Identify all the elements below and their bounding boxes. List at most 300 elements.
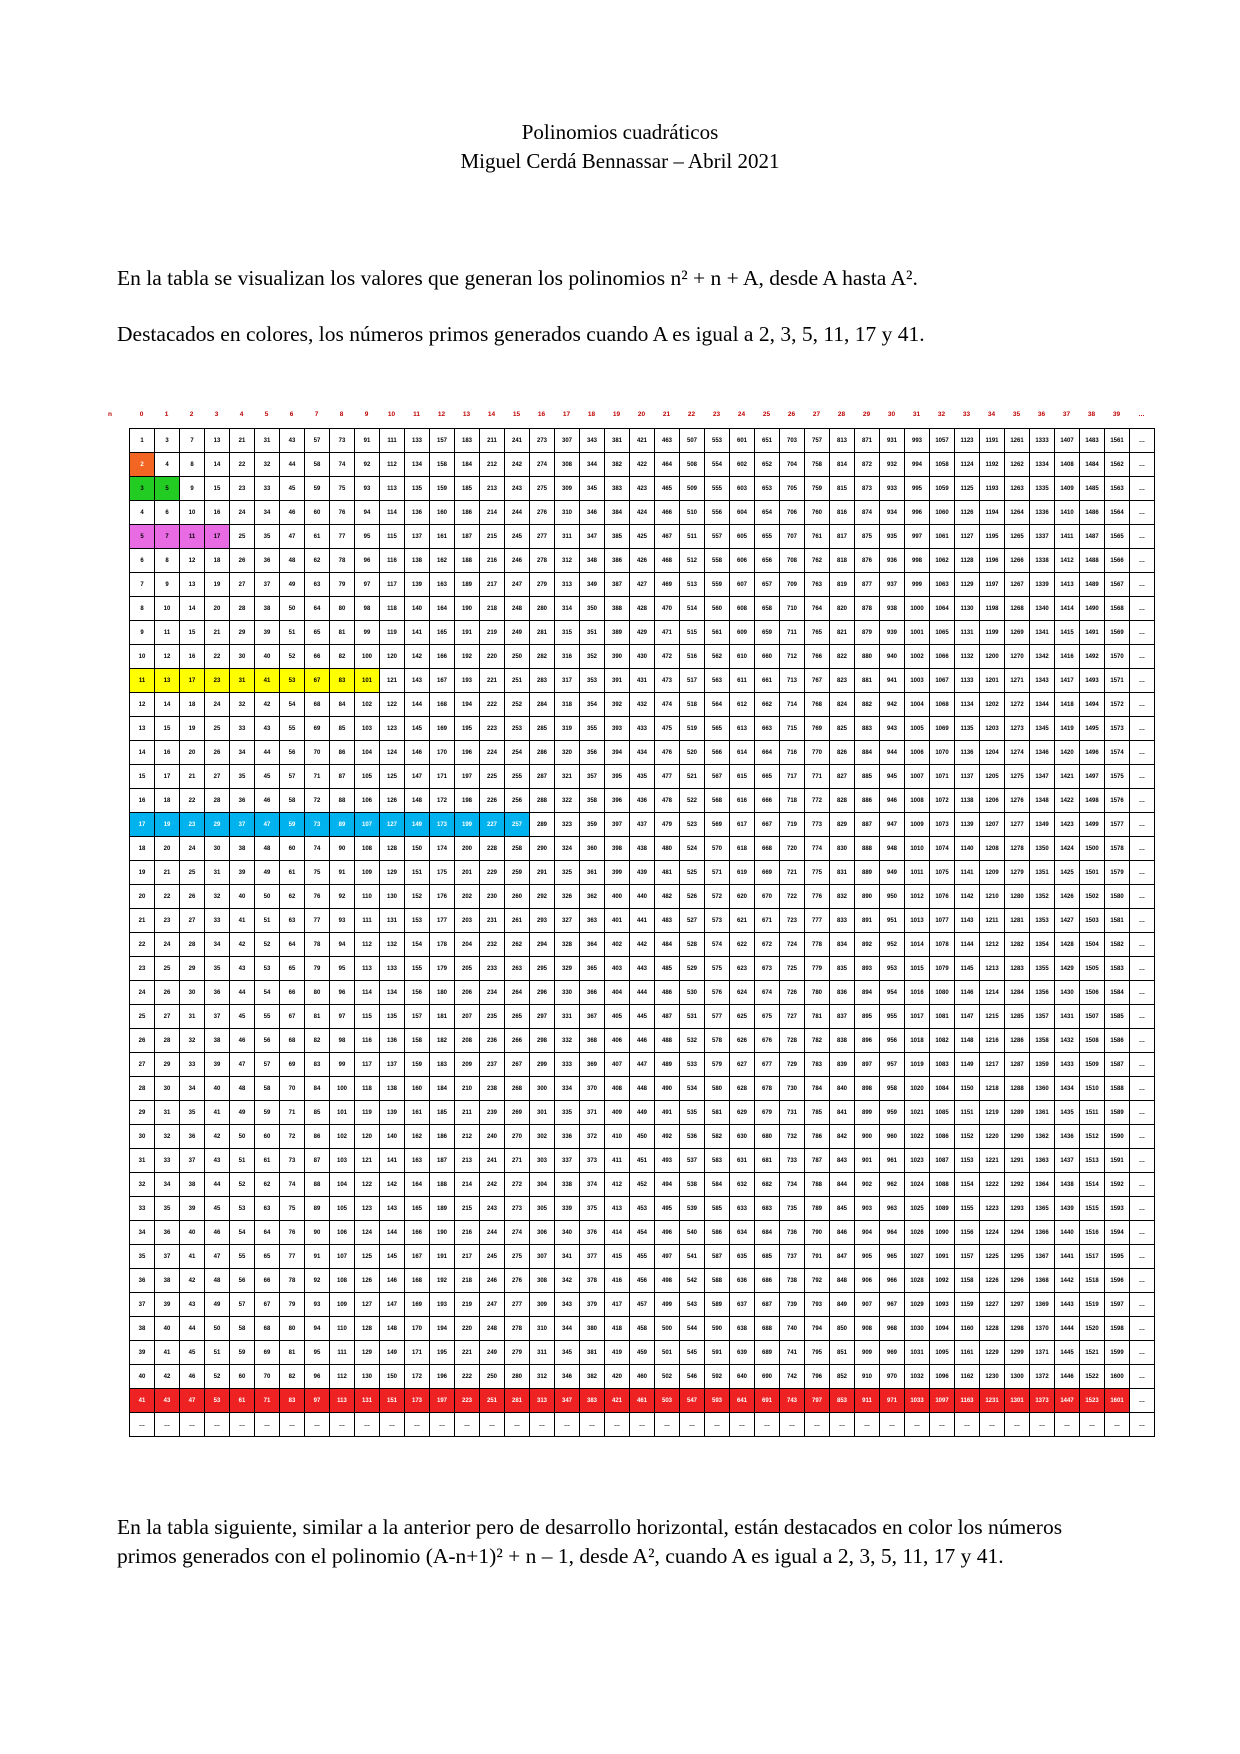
table-cell: 1131 — [955, 621, 980, 645]
table-cell: 30 — [230, 645, 255, 669]
column-header: 10 — [387, 411, 396, 418]
table-cell: 409 — [605, 1101, 630, 1125]
table-cell: 62 — [305, 549, 330, 573]
table-cell: 81 — [330, 621, 355, 645]
column-header: 34 — [987, 411, 996, 418]
table-cell: 468 — [655, 549, 680, 573]
table-cell: 1423 — [1055, 813, 1080, 837]
table-cell: 208 — [455, 1029, 480, 1053]
table-cell: 667 — [755, 813, 780, 837]
table-cell: 111 — [330, 1341, 355, 1365]
table-cell: 83 — [280, 1389, 305, 1413]
table-row — [130, 813, 1155, 837]
table-cell: 546 — [680, 1365, 705, 1389]
footer-paragraph: En la tabla siguiente, similar a la anterior pero de desarrollo horizontal, están destacados en color los números primos generados con el polinomio (A-n+1)² + n – 1, desde A², cuando A es igual a 2, 3, 5, 11, 17 y 41. — [117, 1515, 1063, 1568]
table-cell: 564 — [705, 693, 730, 717]
table-cell: 373 — [580, 1149, 605, 1173]
table-cell-ellipsis: … — [305, 1413, 330, 1437]
table-cell: 611 — [730, 669, 755, 693]
table-cell: 625 — [730, 1005, 755, 1029]
table-cell: 1413 — [1055, 573, 1080, 597]
table-cell: 796 — [805, 1365, 830, 1389]
table-cell: 1503 — [1080, 909, 1105, 933]
table-cell: 1134 — [955, 693, 980, 717]
table-cell: 96 — [305, 1365, 330, 1389]
table-cell: 57 — [305, 429, 330, 453]
table-cell: 37 — [180, 1149, 205, 1173]
table-cell: 100 — [330, 1077, 355, 1101]
table-cell: 166 — [430, 645, 455, 669]
table-cell: 262 — [505, 933, 530, 957]
table-cell: 818 — [830, 549, 855, 573]
table-cell: 243 — [480, 1197, 505, 1221]
table-cell: 705 — [780, 477, 805, 501]
table-cell: 98 — [330, 1029, 355, 1053]
table-cell: 1367 — [1030, 1245, 1055, 1269]
table-cell: 1220 — [980, 1125, 1005, 1149]
table-cell: 481 — [655, 861, 680, 885]
table-cell-ellipsis: … — [1130, 477, 1155, 501]
table-cell: 1089 — [930, 1197, 955, 1221]
table-cell: 877 — [855, 573, 880, 597]
table-cell: 1582 — [1105, 933, 1130, 957]
table-cell: 500 — [655, 1317, 680, 1341]
table-cell: 830 — [830, 837, 855, 861]
table-cell: 1138 — [955, 789, 980, 813]
table-cell: 121 — [380, 669, 405, 693]
table-cell-ellipsis: … — [980, 1413, 1005, 1437]
table-cell: 1025 — [905, 1197, 930, 1221]
table-cell: 49 — [205, 1293, 230, 1317]
table-cell: 894 — [855, 981, 880, 1005]
table-cell: 47 — [255, 813, 280, 837]
table-cell: 446 — [630, 1029, 655, 1053]
table-cell: 381 — [580, 1341, 605, 1365]
table-cell: 791 — [805, 1245, 830, 1269]
table-cell: 30 — [155, 1077, 180, 1101]
table-cell: 198 — [455, 789, 480, 813]
table-cell: 835 — [830, 957, 855, 981]
table-cell: 1163 — [955, 1389, 980, 1413]
table-cell: 32 — [180, 1029, 205, 1053]
table-cell: 41 — [180, 1245, 205, 1269]
table-cell: 30 — [180, 981, 205, 1005]
table-cell: 609 — [730, 621, 755, 645]
table-cell: 433 — [630, 717, 655, 741]
table-cell: 1516 — [1080, 1221, 1105, 1245]
table-cell: 254 — [505, 741, 530, 765]
table-cell: 138 — [405, 549, 430, 573]
table-cell-ellipsis: … — [630, 1413, 655, 1437]
table-cell: 1284 — [1005, 981, 1030, 1005]
table-cell: 40 — [255, 645, 280, 669]
table-cell: 27 — [130, 1053, 155, 1077]
table-cell: 247 — [505, 573, 530, 597]
table-cell: 403 — [605, 957, 630, 981]
table-cell: 188 — [430, 1173, 455, 1197]
table-cell: 244 — [505, 501, 530, 525]
table-cell: 499 — [655, 1293, 680, 1317]
table-cell: 148 — [380, 1317, 405, 1341]
table-cell: 438 — [630, 837, 655, 861]
table-cell: 45 — [205, 1197, 230, 1221]
table-cell-ellipsis: … — [130, 1413, 155, 1437]
table-cell: 226 — [480, 789, 505, 813]
table-cell: 213 — [480, 477, 505, 501]
table-cell: 380 — [580, 1317, 605, 1341]
table-cell: 456 — [630, 1269, 655, 1293]
table-cell: 12 — [130, 693, 155, 717]
table-cell: 48 — [230, 1077, 255, 1101]
table-cell: 592 — [705, 1365, 730, 1389]
table-cell-ellipsis: … — [730, 1413, 755, 1437]
table-cell: 448 — [630, 1077, 655, 1101]
table-cell: 652 — [755, 453, 780, 477]
table-cell: 88 — [305, 1173, 330, 1197]
table-cell: 221 — [480, 669, 505, 693]
table-cell: 455 — [630, 1245, 655, 1269]
table-cell: 25 — [130, 1005, 155, 1029]
table-cell: 365 — [580, 957, 605, 981]
table-cell-ellipsis: … — [755, 1413, 780, 1437]
table-cell: 65 — [255, 1245, 280, 1269]
table-cell: 1292 — [1005, 1173, 1030, 1197]
table-cell-ellipsis: … — [1080, 1413, 1105, 1437]
table-cell: 952 — [880, 933, 905, 957]
table-cell: 128 — [380, 837, 405, 861]
table-cell: 899 — [855, 1101, 880, 1125]
table-cell: 1490 — [1080, 597, 1105, 621]
table-cell-ellipsis: … — [1130, 597, 1155, 621]
table-cell: 1340 — [1030, 597, 1055, 621]
table-cell: 1368 — [1030, 1269, 1055, 1293]
table-cell: 558 — [705, 549, 730, 573]
table-cell: 191 — [455, 621, 480, 645]
table-row — [130, 1029, 1155, 1053]
table-cell: 1225 — [980, 1245, 1005, 1269]
table-cell: 741 — [780, 1341, 805, 1365]
table-cell: 819 — [830, 573, 855, 597]
table-cell: 385 — [605, 525, 630, 549]
table-cell: 38 — [130, 1317, 155, 1341]
table-cell: 1066 — [930, 645, 955, 669]
table-cell: 1128 — [955, 549, 980, 573]
table-cell: 190 — [455, 597, 480, 621]
table-cell: 42 — [205, 1125, 230, 1149]
table-cell: 851 — [830, 1341, 855, 1365]
table-cell-ellipsis: … — [1130, 429, 1155, 453]
table-cell: 607 — [730, 573, 755, 597]
table-cell: 1366 — [1030, 1221, 1055, 1245]
table-cell: 38 — [230, 837, 255, 861]
column-header: 7 — [314, 411, 319, 418]
table-cell-ellipsis: … — [1130, 1149, 1155, 1173]
table-cell: 1422 — [1055, 789, 1080, 813]
table-cell: 219 — [455, 1293, 480, 1317]
table-cell: 573 — [705, 909, 730, 933]
table-cell: 444 — [630, 981, 655, 1005]
table-cell: 100 — [355, 645, 380, 669]
table-cell: 779 — [805, 957, 830, 981]
table-cell: 71 — [305, 765, 330, 789]
table-cell: 1084 — [930, 1077, 955, 1101]
table-cell: 62 — [255, 1173, 280, 1197]
table-cell: 563 — [705, 669, 730, 693]
table-cell: 200 — [455, 837, 480, 861]
table-cell: 69 — [280, 1053, 305, 1077]
table-cell: 94 — [330, 933, 355, 957]
table-cell: 16 — [180, 645, 205, 669]
table-cell: 302 — [530, 1125, 555, 1149]
table-cell: 93 — [330, 909, 355, 933]
column-header: 2 — [189, 411, 194, 418]
table-cell: 334 — [555, 1077, 580, 1101]
table-cell: 479 — [655, 813, 680, 837]
table-cell: 325 — [555, 861, 580, 885]
table-cell: 210 — [455, 1077, 480, 1101]
table-cell: 255 — [505, 765, 530, 789]
table-cell: 32 — [155, 1125, 180, 1149]
table-cell: 1085 — [930, 1101, 955, 1125]
table-cell: 1070 — [930, 741, 955, 765]
table-cell: 797 — [805, 1389, 830, 1413]
table-cell: 57 — [255, 1053, 280, 1077]
table-cell: 618 — [730, 837, 755, 861]
table-cell: 48 — [205, 1269, 230, 1293]
table-cell: 102 — [355, 693, 380, 717]
table-cell: 1587 — [1105, 1053, 1130, 1077]
table-cell: 25 — [155, 957, 180, 981]
table-cell: 24 — [230, 501, 255, 525]
table-cell: 846 — [830, 1221, 855, 1245]
table-cell-ellipsis: … — [1130, 933, 1155, 957]
table-cell: 17 — [205, 525, 230, 549]
table-cell: 395 — [605, 765, 630, 789]
table-cell: 994 — [905, 453, 930, 477]
table-cell: 415 — [605, 1245, 630, 1269]
table-cell-ellipsis: … — [880, 1413, 905, 1437]
table-cell: 995 — [905, 477, 930, 501]
table-cell: 723 — [780, 909, 805, 933]
table-cell: 1412 — [1055, 549, 1080, 573]
table-cell: 33 — [205, 909, 230, 933]
table-cell: 199 — [455, 813, 480, 837]
table-cell: 1213 — [980, 957, 1005, 981]
table-row — [130, 549, 1155, 573]
table-cell: 786 — [805, 1125, 830, 1149]
table-cell: 79 — [330, 573, 355, 597]
table-cell: 89 — [330, 813, 355, 837]
table-cell: 39 — [155, 1293, 180, 1317]
table-cell: 280 — [530, 597, 555, 621]
table-row — [130, 1197, 1155, 1221]
table-cell: 217 — [480, 573, 505, 597]
table-cell: 882 — [855, 693, 880, 717]
table-cell: 105 — [330, 1197, 355, 1221]
table-cell: 1004 — [905, 693, 930, 717]
table-cell: 1442 — [1055, 1269, 1080, 1293]
table-cell: 38 — [205, 1029, 230, 1053]
table-cell: 245 — [505, 525, 530, 549]
table-cell: 162 — [405, 1125, 430, 1149]
table-cell: 1200 — [980, 645, 1005, 669]
table-cell: 62 — [280, 885, 305, 909]
table-cell: 80 — [330, 597, 355, 621]
table-cell: 124 — [380, 741, 405, 765]
table-cell: 1407 — [1055, 429, 1080, 453]
table-cell-ellipsis: … — [1130, 813, 1155, 837]
table-cell: 1349 — [1030, 813, 1055, 837]
table-cell: 219 — [480, 621, 505, 645]
table-row — [130, 789, 1155, 813]
table-cell: 486 — [655, 981, 680, 1005]
table-cell: 24 — [155, 933, 180, 957]
table-cell: 1336 — [1030, 501, 1055, 525]
table-cell: 617 — [730, 813, 755, 837]
table-cell: 16 — [205, 501, 230, 525]
table-cell: 1192 — [980, 453, 1005, 477]
table-row — [130, 885, 1155, 909]
table-cell: 1494 — [1080, 693, 1105, 717]
table-cell: 170 — [405, 1317, 430, 1341]
table-cell: 1209 — [980, 861, 1005, 885]
table-cell-ellipsis: … — [1130, 1029, 1155, 1053]
table-cell: 610 — [730, 645, 755, 669]
table-cell: 77 — [280, 1245, 305, 1269]
table-cell: 1016 — [905, 981, 930, 1005]
table-cell: 87 — [305, 1149, 330, 1173]
table-cell: 718 — [780, 789, 805, 813]
table-cell: 1509 — [1080, 1053, 1105, 1077]
table-row — [130, 669, 1155, 693]
table-cell: 547 — [680, 1389, 705, 1413]
table-cell: 42 — [180, 1269, 205, 1293]
table-cell: 37 — [205, 1005, 230, 1029]
table-cell: 959 — [880, 1101, 905, 1125]
table-cell: 1354 — [1030, 933, 1055, 957]
table-cell: 1097 — [930, 1389, 955, 1413]
table-cell: 502 — [655, 1365, 680, 1389]
table-cell: 904 — [855, 1221, 880, 1245]
table-cell: 1502 — [1080, 885, 1105, 909]
author-line: Miguel Cerdá Bennassar – Abril 2021 — [460, 149, 780, 173]
table-cell: 406 — [605, 1029, 630, 1053]
table-cell: 63 — [280, 909, 305, 933]
table-cell-ellipsis: … — [455, 1413, 480, 1437]
table-cell: 1145 — [955, 957, 980, 981]
table-cell: 1065 — [930, 621, 955, 645]
table-cell: 383 — [580, 1389, 605, 1413]
table-cell: 626 — [730, 1029, 755, 1053]
table-cell: 129 — [355, 1341, 380, 1365]
table-cell: 74 — [280, 1173, 305, 1197]
table-cell: 1511 — [1080, 1101, 1105, 1125]
table-cell: 508 — [680, 453, 705, 477]
table-cell: 22 — [230, 453, 255, 477]
table-cell: 584 — [705, 1173, 730, 1197]
table-cell: 160 — [405, 1077, 430, 1101]
table-cell: 1581 — [1105, 909, 1130, 933]
table-cell: 66 — [305, 645, 330, 669]
table-cell: 493 — [655, 1149, 680, 1173]
table-cell: 394 — [605, 741, 630, 765]
table-cell: 56 — [230, 1269, 255, 1293]
table-cell: 734 — [780, 1173, 805, 1197]
table-cell: 188 — [455, 549, 480, 573]
table-cell: 464 — [655, 453, 680, 477]
table-cell: 156 — [405, 981, 430, 1005]
table-row — [130, 645, 1155, 669]
table-cell: 64 — [305, 597, 330, 621]
table-cell: 1096 — [930, 1365, 955, 1389]
table-cell: 538 — [680, 1173, 705, 1197]
table-cell: 492 — [655, 1125, 680, 1149]
table-cell: 1510 — [1080, 1077, 1105, 1101]
table-cell: 23 — [130, 957, 155, 981]
table-cell: 43 — [180, 1293, 205, 1317]
table-cell: 398 — [605, 837, 630, 861]
table-cell: 530 — [680, 981, 705, 1005]
table-cell: 401 — [605, 909, 630, 933]
table-cell: 953 — [880, 957, 905, 981]
column-header: 38 — [1087, 411, 1096, 418]
table-cell: 26 — [155, 981, 180, 1005]
table-cell: 97 — [355, 573, 380, 597]
table-cell: 146 — [380, 1269, 405, 1293]
table-cell: 45 — [230, 1005, 255, 1029]
table-cell: 64 — [255, 1221, 280, 1245]
table-cell: 1583 — [1105, 957, 1130, 981]
table-cell: 258 — [505, 837, 530, 861]
table-cell: 543 — [680, 1293, 705, 1317]
table-cell: 249 — [480, 1341, 505, 1365]
table-cell: 32 — [205, 885, 230, 909]
table-cell: 244 — [480, 1221, 505, 1245]
table-cell: 31 — [130, 1149, 155, 1173]
table-cell: 891 — [855, 909, 880, 933]
table-cell: 567 — [705, 765, 730, 789]
table-cell: 86 — [330, 741, 355, 765]
table-cell: 777 — [805, 909, 830, 933]
table-cell: 243 — [505, 477, 530, 501]
table-cell: 1519 — [1080, 1293, 1105, 1317]
table-cell: 1195 — [980, 525, 1005, 549]
table-cell: 931 — [880, 429, 905, 453]
table-cell: 11 — [130, 669, 155, 693]
table-cell-ellipsis: … — [830, 1413, 855, 1437]
table-cell: 248 — [505, 597, 530, 621]
table-cell: 708 — [780, 549, 805, 573]
table-cell: 1433 — [1055, 1053, 1080, 1077]
table-cell: 905 — [855, 1245, 880, 1269]
table-cell-ellipsis: … — [355, 1413, 380, 1437]
table-cell: 629 — [730, 1101, 755, 1125]
table-cell: 436 — [630, 789, 655, 813]
table-cell: 789 — [805, 1197, 830, 1221]
table-cell: 51 — [205, 1341, 230, 1365]
table-cell: 875 — [855, 525, 880, 549]
table-cell: 967 — [880, 1293, 905, 1317]
table-cell: 13 — [180, 573, 205, 597]
table-cell: 510 — [680, 501, 705, 525]
table-cell: 25 — [180, 861, 205, 885]
table-cell: 7 — [155, 525, 180, 549]
table-cell: 459 — [630, 1341, 655, 1365]
table-cell: 76 — [305, 885, 330, 909]
table-cell: 469 — [655, 573, 680, 597]
table-cell: 1371 — [1030, 1341, 1055, 1365]
table-cell: 1427 — [1055, 909, 1080, 933]
